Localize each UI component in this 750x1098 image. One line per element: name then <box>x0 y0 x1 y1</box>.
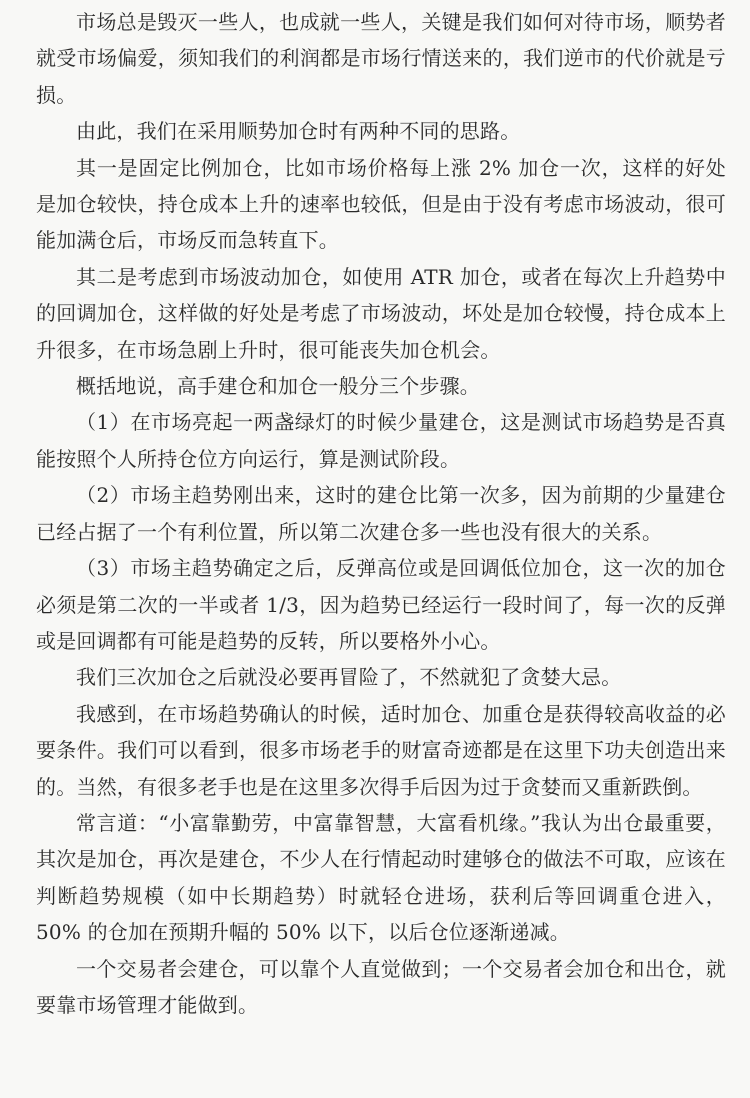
paragraph-10: 我感到，在市场趋势确认的时候，适时加仓、加重仓是获得较高收益的必要条件。我们可以看到，很多市场老手的财富奇迹都是在这里下功夫创造出来的。当然，有很多老手也是在这里多次得手后因为过于贪婪而又重新跌倒。 <box>36 701 726 799</box>
paragraph-2: 由此，我们在采用顺势加仓时有两种不同的思路。 <box>76 119 521 144</box>
body-text <box>36 4 726 1023</box>
paragraph-6: （1）在市场亮起一两盏绿灯的时候少量建仓，这是测试市场趋势是否真能按照个人所持仓位方向运行，算是测试阶段。 <box>36 410 726 471</box>
paragraph-3: 其一是固定比例加仓，比如市场价格每上涨 2% 加仓一次，这样的好处是加仓较快，持仓成本上升的速率也较低，但是由于没有考虑市场波动，很可能加满仓后，市场反而急转直下。 <box>36 155 726 253</box>
paragraph-9: 我们三次加仓之后就没必要再冒险了，不然就犯了贪婪大忌。 <box>76 665 622 690</box>
paragraph-8: （3）市场主趋势确定之后，反弹高位或是回调低位加仓，这一次的加仓必须是第二次的一半或者 1/3，因为趋势已经运行一段时间了，每一次的反弹或是回调都有可能是趋势的反转，所以要格外小心。 <box>36 556 726 653</box>
paragraph-1: 市场总是毁灭一些人，也成就一些人，关键是我们如何对待市场，顺势者就受市场偏爱，须知我们的利润都是市场行情送来的，我们逆市的代价就是亏损。 <box>36 10 726 107</box>
paragraph-11: 常言道：“小富靠勤劳，中富靠智慧，大富看机缘。”我认为出仓最重要，其次是加仓，再次是建仓，不少人在行情起动时建够仓的做法不可取，应该在判断趋势规模（如中长期趋势）时就轻仓进场，获利后等回调重仓进入，50% 的仓加在预期升幅的 50% 以下，以后仓位逐渐递减。 <box>36 810 726 945</box>
paragraph-5: 概括地说，高手建仓和加仓一般分三个步骤。 <box>76 374 480 399</box>
paragraph-12: 一个交易者会建仓，可以靠个人直觉做到；一个交易者会加仓和出仓，就要靠市场管理才能做到。 <box>36 956 726 1017</box>
paragraph-7: （2）市场主趋势刚出来，这时的建仓比第一次多，因为前期的少量建仓已经占据了一个有利位置，所以第二次建仓多一些也没有很大的关系。 <box>36 483 726 544</box>
paragraph-4: 其二是考虑到市场波动加仓，如使用 ATR 加仓，或者在每次上升趋势中的回调加仓，这样做的好处是考虑了市场波动，坏处是加仓较慢，持仓成本上升很多，在市场急剧上升时，很可能丧失加仓机会。 <box>36 264 726 362</box>
